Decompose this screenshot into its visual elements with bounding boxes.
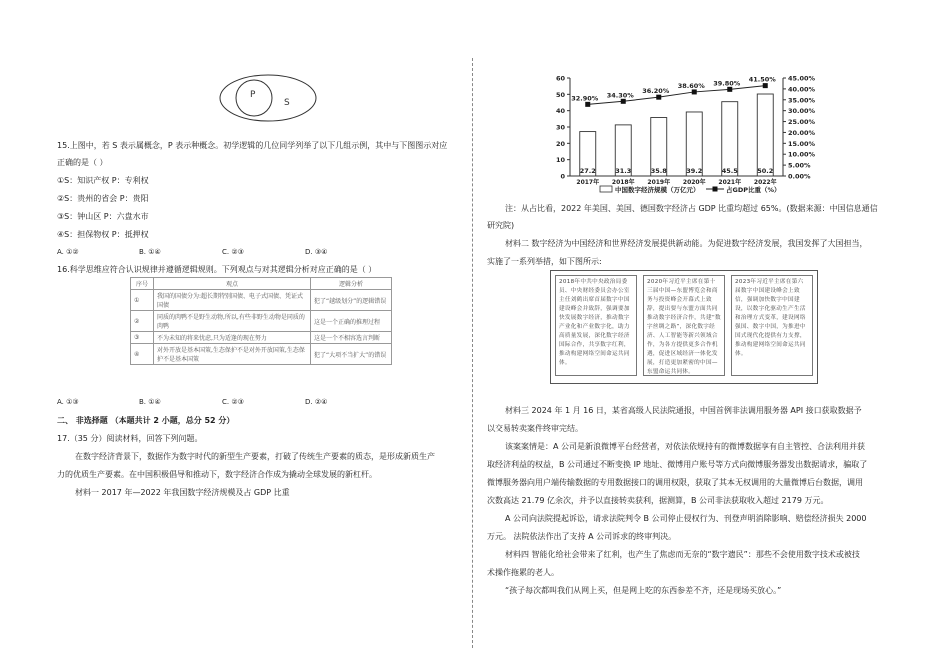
material-4-line: 术操作拖累的老人。: [487, 568, 559, 577]
q15-option-d[interactable]: D. ③④: [305, 248, 328, 256]
venn-inner-label: P: [250, 90, 256, 100]
y-tick-label-right: 30.00%: [788, 107, 816, 116]
table-cell: 这是一个正确的推理过程: [311, 311, 392, 332]
legend-line-marker: [713, 187, 718, 192]
table-header-row: [131, 278, 392, 290]
case-line: 万元。 法院依法作出了支持 A 公司诉求的终审判决。: [487, 532, 677, 541]
q16-option-a[interactable]: A. ①③: [57, 398, 79, 406]
x-tick-label: 2022年: [753, 179, 777, 186]
digital-economy-chart: [528, 70, 858, 198]
table-row: [131, 332, 392, 344]
measure-box-2020: 2020年习近平主席在第十三届中国—东盟博览会和商务与投资峰会开幕式上致辞，提出要与东盟方面共同推动数字经济合作，共建“数字丝绸之路”，深化数字经济、人工智能等新兴领域合作，为各方提供更多合作机遇，促进区域经济一体化发展，打造更加紧密的中国—东盟命运共同体。: [643, 275, 725, 376]
material-1-title: 材料一 2017 年—2022 年我国数字经济规模及占 GDP 比重: [75, 488, 290, 497]
q15-item: ①S：知识产权 P：专利权: [57, 176, 149, 185]
gdp-share-label: 39.80%: [713, 79, 741, 88]
table-row: [131, 344, 392, 365]
table-cell: ③: [131, 332, 154, 344]
table-row: [131, 290, 392, 311]
case-line: 微博服务器向用户端传输数据的专用数据接口的调用权限，获取了其本无权调用的大量微博后台数据，调用: [487, 478, 863, 487]
q16-table-wrap: [130, 277, 392, 365]
y-tick-label-right: 25.00%: [788, 118, 816, 127]
measure-box-2023: 2023年习近平主席在第六届数字中国建设峰会上致信，强调加快数字中国建设，以数字化驱动生产生活和治理方式变革，建设网络强国、数字中国，为推进中国式现代化提供有力支撑，推动构建网络空间命运共同体。: [731, 275, 813, 376]
note-line: 注：从占比看，2022 年美国、美国、德国数字经济占 GDP 比重均超过 65%。(数据来源：中国信息通信: [505, 204, 878, 213]
gdp-share-point: [692, 89, 697, 94]
bar-label: 27.2: [579, 167, 596, 175]
bar-label: 45.5: [721, 167, 738, 175]
gdp-share-label: 34.30%: [606, 91, 634, 100]
y-tick-label-right: 0.00%: [788, 172, 811, 181]
q16-option-d[interactable]: D. ②④: [305, 398, 328, 406]
q15-stem-line2: 正确的是（ ）: [57, 158, 108, 167]
y-tick-label-right: 20.00%: [788, 128, 816, 137]
x-tick-label: 2021年: [718, 179, 742, 186]
gdp-share-label: 38.60%: [677, 81, 705, 90]
q16-stem: 16.科学思维应符合认识规律并遵循逻辑规则。下列观点与对其逻辑分析对应正确的是（ ）: [57, 265, 377, 274]
x-tick-label: 2019年: [647, 179, 671, 186]
chart-container: [528, 70, 858, 198]
bar: [722, 102, 738, 176]
y-tick-label-left: 10: [555, 156, 565, 165]
column-divider: [472, 58, 473, 648]
gdp-share-point: [763, 83, 768, 88]
table-cell: 不为未知的将来忧虑,只为适逢的现在努力: [154, 332, 311, 344]
q15-item: ③S：钟山区 P：六盘水市: [57, 212, 149, 221]
q17-paragraph-line: 在数字经济背景下，数据作为数字时代的新型生产要素，打破了传统生产要素的质态，是形成新质生产: [75, 452, 435, 461]
table-cell: 这是一个不相容选言判断: [311, 332, 392, 344]
q15-option-a[interactable]: A. ①②: [57, 248, 79, 256]
q16-option-b[interactable]: B. ①④: [139, 398, 161, 406]
q17-heading: 17.（35 分）阅读材料，回答下列问题。: [57, 434, 203, 443]
q15-option-c[interactable]: C. ②③: [222, 248, 244, 256]
table-header-cell: 观点: [154, 278, 311, 290]
legend-bar-swatch: [600, 186, 612, 192]
venn-outer-label: S: [284, 98, 290, 108]
x-tick-label: 2017年: [576, 179, 600, 186]
gdp-share-point: [621, 99, 626, 104]
q16-option-c[interactable]: C. ②③: [222, 398, 244, 406]
y-tick-label-left: 30: [555, 123, 565, 132]
q15-item: ②S：贵州的省会 P：贵阳: [57, 194, 149, 203]
legend-bar-label: 中国数字经济规模（万亿元）: [615, 186, 700, 194]
case-line: 该案案情是：A 公司是新浪微博平台经营者，对依法依规持有的微博数据享有自主管控、合法利用并获: [505, 442, 866, 451]
section-heading: 二、 非选择题 （本题共计 2 小题，总分 52 分）: [57, 416, 235, 425]
bar-label: 31.3: [615, 167, 632, 175]
bar: [757, 94, 773, 176]
q17-paragraph-line: 力的优质生产要素。在中国积极倡导和推动下，数字经济合作成为撬动全球发展的新杠杆。: [57, 470, 377, 479]
y-tick-label-right: 5.00%: [788, 161, 811, 170]
y-tick-label-left: 20: [555, 139, 565, 148]
x-tick-label: 2020年: [682, 179, 706, 186]
y-tick-label-left: 0: [560, 172, 565, 181]
y-tick-label-left: 60: [555, 74, 565, 83]
y-tick-label-left: 40: [555, 107, 565, 116]
q16-table: [130, 277, 392, 365]
material-3-line: 材料三 2024 年 1 月 16 日，某省高级人民法院通报，中国首例非法调用服务器 API 接口获取数据予: [505, 406, 862, 415]
y-tick-label-right: 45.00%: [788, 74, 816, 83]
y-tick-label-left: 50: [555, 90, 565, 99]
q15-option-b[interactable]: B. ①④: [139, 248, 161, 256]
table-cell: ④: [131, 344, 154, 365]
table-cell: ①: [131, 290, 154, 311]
q15-item: ④S：担保物权 P：抵押权: [57, 230, 149, 239]
case-line: 取经济利益的权益，B 公司通过不断变换 IP 地址、微博用户账号等方式向微博服务器发出数据请求，骗取了: [487, 460, 868, 469]
y-tick-label-right: 35.00%: [788, 96, 816, 105]
case-line: 次数高达 21.79 亿余次，并予以直接转卖获利，据测算，B 公司非法获取收入超过 2179 万元。: [487, 496, 829, 505]
gdp-share-label: 32.90%: [571, 94, 599, 103]
measure-box-2018: 2018年中共中央政治局委员、中央财经委员会办公室主任刘鹤出席首届数字中国建设峰会并致辞，强调要加快发展数字经济，推动数字产业化和产业数字化，助力高质量发展，深化数字经济国际合作，共享数字红利，推动构建网络空间命运共同体。: [555, 275, 637, 376]
table-cell: 犯了“大项不当扩大”的错误: [311, 344, 392, 365]
bar-label: 35.8: [650, 167, 667, 175]
table-cell: 同质的肉鸭不是野生动物,所以,有些非野生动物是同质的肉鸭: [154, 311, 311, 332]
venn-diagram: [218, 73, 318, 123]
note-line: 研究院): [487, 221, 515, 230]
gdp-share-label: 36.20%: [642, 87, 670, 96]
material-4-line: “孩子每次都叫我们从网上买，但是网上吃的东西参差不齐，还是现场买放心。”: [505, 586, 782, 595]
table-row: [131, 311, 392, 332]
gdp-share-point: [727, 87, 732, 92]
measures-figure: [550, 270, 818, 384]
gdp-share-point: [656, 95, 661, 100]
material-2-line: 实施了一系列举措，如下图所示:: [487, 257, 602, 266]
table-cell: 犯了“越级划分”的逻辑错误: [311, 290, 392, 311]
material-3-line: 以交易转卖案件终审完结。: [487, 424, 583, 433]
table-cell: ②: [131, 311, 154, 332]
material-2-line: 材料二 数字经济为中国经济和世界经济发展提供新动能。为促进数字经济发展，我国发挥了大国担当，: [505, 239, 868, 248]
gdp-share-point: [585, 102, 590, 107]
case-line: A 公司向法院提起诉讼，请求法院判令 B 公司停止侵权行为、刊登声明消除影响、赔偿经济损失 2000: [505, 514, 867, 523]
x-tick-label: 2018年: [611, 179, 635, 186]
table-cell: 我国的国债分为:超长期特别国债、电子式国债、凭证式国债: [154, 290, 311, 311]
q15-stem-line1: 15.上图中，若 S 表示属概念，P 表示种概念。初学逻辑的几位同学列举了以下几组示例，其中与下图图示对应: [57, 141, 448, 150]
y-tick-label-right: 15.00%: [788, 139, 816, 148]
table-cell: 对外开放是基本国策,生态保护不是对外开放国策,生态保护不是基本国策: [154, 344, 311, 365]
y-tick-label-right: 10.00%: [788, 150, 816, 159]
table-header-cell: 逻辑分析: [311, 278, 392, 290]
bar-label: 50.2: [757, 167, 774, 175]
y-tick-label-right: 40.00%: [788, 85, 816, 94]
venn-outer-ellipse: [220, 75, 316, 121]
bar-label: 39.2: [686, 167, 703, 175]
material-4-line: 材料四 智能化给社会带来了红利，也产生了焦虑而无奈的“数字遗民”：那些不会使用数字技术或被技: [505, 550, 860, 559]
table-header-cell: 序号: [131, 278, 154, 290]
legend-line-label: 占GDP比重（%）: [726, 186, 781, 194]
gdp-share-label: 41.50%: [748, 75, 776, 84]
